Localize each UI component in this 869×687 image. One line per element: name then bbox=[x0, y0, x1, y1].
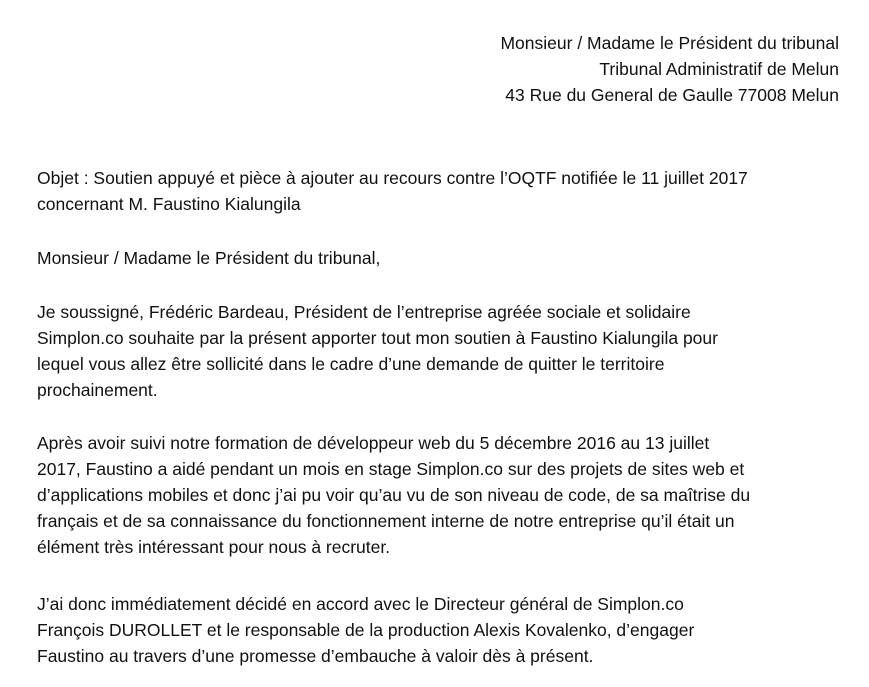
subject-line: Objet : Soutien appuyé et pièce à ajouter au recours contre l’OQTF notifiée le 11 juillet 2017 bbox=[37, 168, 748, 188]
paragraph-line: J’ai donc immédiatement décidé en accord avec le Directeur général de Simplon.co bbox=[37, 594, 684, 614]
recipient-address bbox=[500, 30, 839, 108]
salutation-line: Monsieur / Madame le Président du tribunal, bbox=[37, 248, 381, 268]
paragraph-training bbox=[37, 430, 857, 560]
paragraph-line: Simplon.co souhaite par la présent apporter tout mon soutien à Faustino Kialungila pour bbox=[37, 328, 718, 348]
paragraph-line: 2017, Faustino a aidé pendant un mois en stage Simplon.co sur des projets de sites web et bbox=[37, 459, 745, 479]
paragraph-line: élément très intéressant pour nous à recruter. bbox=[37, 537, 391, 557]
paragraph-line: Après avoir suivi notre formation de développeur web du 5 décembre 2016 au 13 juillet bbox=[37, 433, 710, 453]
recipient-line-2: Tribunal Administratif de Melun bbox=[599, 59, 839, 79]
paragraph-line: lequel vous allez être sollicité dans le cadre d’une demande de quitter le territoire bbox=[37, 354, 665, 374]
salutation bbox=[37, 245, 857, 271]
paragraph-line: Je soussigné, Frédéric Bardeau, Président de l’entreprise agréée sociale et solidaire bbox=[37, 302, 691, 322]
paragraph-line: d’applications mobiles et donc j’ai pu voir qu’au vu de son niveau de code, de sa maîtrise du bbox=[37, 485, 751, 505]
subject-line: concernant M. Faustino Kialungila bbox=[37, 194, 301, 214]
subject-block bbox=[37, 165, 857, 217]
recipient-line-1: Monsieur / Madame le Président du tribunal bbox=[500, 33, 839, 53]
paragraph-support bbox=[37, 299, 857, 403]
recipient-line-3: 43 Rue du General de Gaulle 77008 Melun bbox=[505, 85, 839, 105]
paragraph-line: prochainement. bbox=[37, 380, 158, 400]
paragraph-line: français et de sa connaissance du fonctionnement interne de notre entreprise qu’il était un bbox=[37, 511, 735, 531]
paragraph-hiring bbox=[37, 591, 857, 669]
paragraph-line: François DUROLLET et le responsable de la production Alexis Kovalenko, d’engager bbox=[37, 620, 695, 640]
paragraph-line: Faustino au travers d’une promesse d’embauche à valoir dès à présent. bbox=[37, 646, 594, 666]
